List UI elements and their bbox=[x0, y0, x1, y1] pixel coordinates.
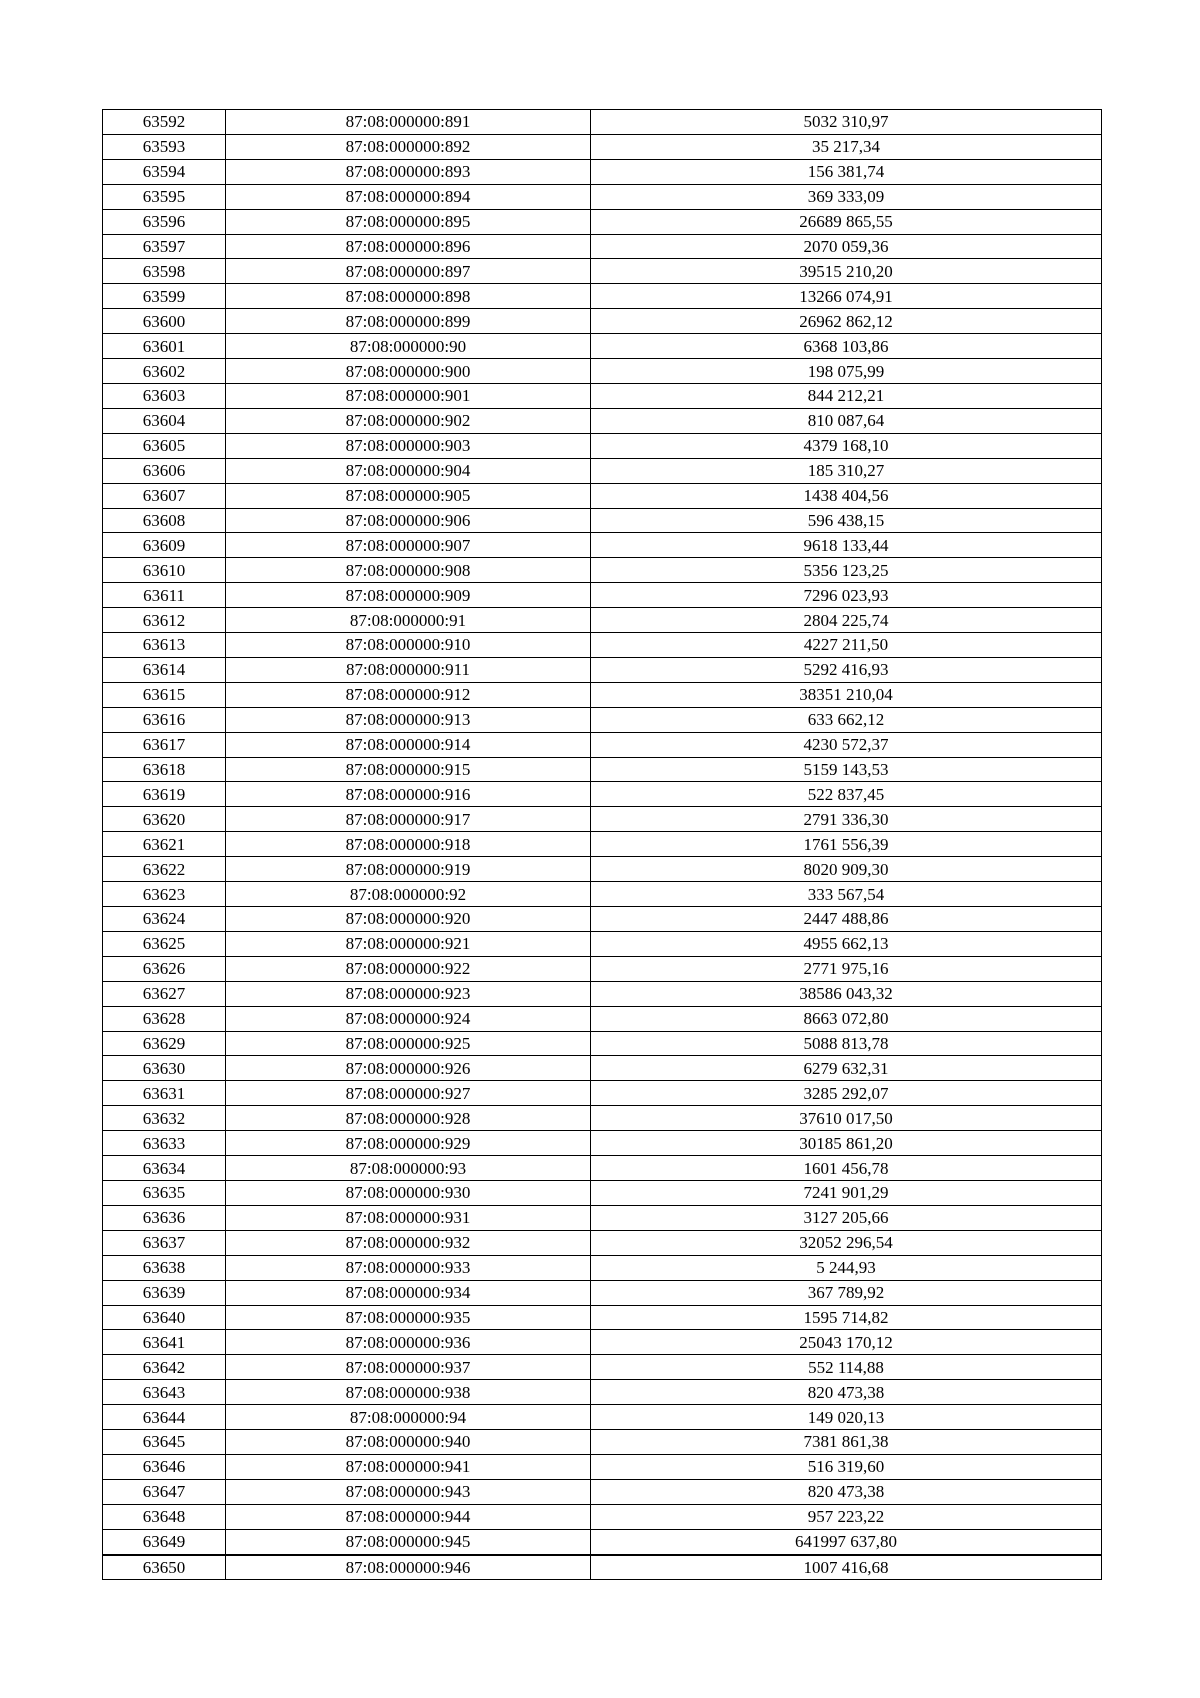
table-row bbox=[103, 583, 1102, 608]
table-row bbox=[103, 1031, 1102, 1056]
table-row bbox=[103, 1355, 1102, 1380]
row-number-cell: 63648 bbox=[103, 1504, 226, 1529]
cadastral-number-cell: 87:08:000000:910 bbox=[226, 633, 591, 658]
cadastral-value-cell: 26689 865,55 bbox=[591, 209, 1102, 234]
cadastral-number-cell: 87:08:000000:901 bbox=[226, 383, 591, 408]
cadastral-number-cell: 87:08:000000:895 bbox=[226, 209, 591, 234]
table-row bbox=[103, 110, 1102, 135]
table-row bbox=[103, 1106, 1102, 1131]
row-number-cell: 63650 bbox=[103, 1555, 226, 1580]
cadastral-number-cell: 87:08:000000:906 bbox=[226, 508, 591, 533]
row-number-cell: 63593 bbox=[103, 134, 226, 159]
cadastral-number-cell: 87:08:000000:900 bbox=[226, 359, 591, 384]
cadastral-value-cell: 6368 103,86 bbox=[591, 334, 1102, 359]
row-number-cell: 63623 bbox=[103, 882, 226, 907]
row-number-cell: 63622 bbox=[103, 857, 226, 882]
row-number-cell: 63604 bbox=[103, 408, 226, 433]
cadastral-number-cell: 87:08:000000:934 bbox=[226, 1280, 591, 1305]
cadastral-value-cell: 5292 416,93 bbox=[591, 657, 1102, 682]
cadastral-number-cell: 87:08:000000:912 bbox=[226, 682, 591, 707]
row-number-cell: 63643 bbox=[103, 1380, 226, 1405]
cadastral-value-cell: 4955 662,13 bbox=[591, 931, 1102, 956]
cadastral-value-cell: 38586 043,32 bbox=[591, 981, 1102, 1006]
cadastral-number-cell: 87:08:000000:92 bbox=[226, 882, 591, 907]
cadastral-number-cell: 87:08:000000:908 bbox=[226, 558, 591, 583]
cadastral-value-cell: 333 567,54 bbox=[591, 882, 1102, 907]
cadastral-number-cell: 87:08:000000:937 bbox=[226, 1355, 591, 1380]
table-row bbox=[103, 259, 1102, 284]
cadastral-value-cell: 522 837,45 bbox=[591, 782, 1102, 807]
cadastral-number-cell: 87:08:000000:898 bbox=[226, 284, 591, 309]
cadastral-number-cell: 87:08:000000:941 bbox=[226, 1454, 591, 1479]
cadastral-number-cell: 87:08:000000:928 bbox=[226, 1106, 591, 1131]
table-row bbox=[103, 533, 1102, 558]
row-number-cell: 63637 bbox=[103, 1230, 226, 1255]
row-number-cell: 63638 bbox=[103, 1255, 226, 1280]
row-number-cell: 63628 bbox=[103, 1006, 226, 1031]
cadastral-value-cell: 5032 310,97 bbox=[591, 110, 1102, 135]
table-row bbox=[103, 1454, 1102, 1479]
cadastral-number-cell: 87:08:000000:896 bbox=[226, 234, 591, 259]
row-number-cell: 63606 bbox=[103, 458, 226, 483]
cadastral-number-cell: 87:08:000000:920 bbox=[226, 907, 591, 932]
table-row bbox=[103, 857, 1102, 882]
table-row bbox=[103, 309, 1102, 334]
cadastral-number-cell: 87:08:000000:892 bbox=[226, 134, 591, 159]
cadastral-number-cell: 87:08:000000:91 bbox=[226, 608, 591, 633]
row-number-cell: 63600 bbox=[103, 309, 226, 334]
table-row bbox=[103, 931, 1102, 956]
cadastral-number-cell: 87:08:000000:897 bbox=[226, 259, 591, 284]
row-number-cell: 63607 bbox=[103, 483, 226, 508]
table-row bbox=[103, 981, 1102, 1006]
cadastral-value-cell: 4230 572,37 bbox=[591, 732, 1102, 757]
cadastral-value-cell: 25043 170,12 bbox=[591, 1330, 1102, 1355]
table-row bbox=[103, 707, 1102, 732]
table-row bbox=[103, 1430, 1102, 1455]
cadastral-number-cell: 87:08:000000:915 bbox=[226, 757, 591, 782]
cadastral-value-cell: 13266 074,91 bbox=[591, 284, 1102, 309]
table-row bbox=[103, 433, 1102, 458]
cadastral-number-cell: 87:08:000000:924 bbox=[226, 1006, 591, 1031]
cadastral-value-cell: 198 075,99 bbox=[591, 359, 1102, 384]
cadastral-number-cell: 87:08:000000:894 bbox=[226, 184, 591, 209]
table-body bbox=[103, 110, 1102, 1580]
cadastral-value-cell: 149 020,13 bbox=[591, 1405, 1102, 1430]
cadastral-number-cell: 87:08:000000:907 bbox=[226, 533, 591, 558]
table-row bbox=[103, 1380, 1102, 1405]
table-row bbox=[103, 184, 1102, 209]
cadastral-value-cell: 1601 456,78 bbox=[591, 1156, 1102, 1181]
table-row bbox=[103, 1255, 1102, 1280]
table-row bbox=[103, 657, 1102, 682]
table-row bbox=[103, 483, 1102, 508]
cadastral-number-cell: 87:08:000000:921 bbox=[226, 931, 591, 956]
cadastral-value-cell: 38351 210,04 bbox=[591, 682, 1102, 707]
cadastral-number-cell: 87:08:000000:904 bbox=[226, 458, 591, 483]
cadastral-value-cell: 30185 861,20 bbox=[591, 1131, 1102, 1156]
table-row bbox=[103, 134, 1102, 159]
row-number-cell: 63609 bbox=[103, 533, 226, 558]
row-number-cell: 63601 bbox=[103, 334, 226, 359]
cadastral-value-cell: 1438 404,56 bbox=[591, 483, 1102, 508]
cadastral-value-cell: 820 473,38 bbox=[591, 1380, 1102, 1405]
cadastral-number-cell: 87:08:000000:917 bbox=[226, 807, 591, 832]
row-number-cell: 63626 bbox=[103, 956, 226, 981]
table-row bbox=[103, 1180, 1102, 1205]
cadastral-number-cell: 87:08:000000:891 bbox=[226, 110, 591, 135]
cadastral-number-cell: 87:08:000000:903 bbox=[226, 433, 591, 458]
row-number-cell: 63614 bbox=[103, 657, 226, 682]
cadastral-value-cell: 39515 210,20 bbox=[591, 259, 1102, 284]
table-row bbox=[103, 682, 1102, 707]
row-number-cell: 63642 bbox=[103, 1355, 226, 1380]
cadastral-number-cell: 87:08:000000:893 bbox=[226, 159, 591, 184]
cadastral-value-table bbox=[102, 109, 1102, 1580]
cadastral-value-cell: 596 438,15 bbox=[591, 508, 1102, 533]
cadastral-number-cell: 87:08:000000:931 bbox=[226, 1205, 591, 1230]
cadastral-number-cell: 87:08:000000:899 bbox=[226, 309, 591, 334]
row-number-cell: 63624 bbox=[103, 907, 226, 932]
row-number-cell: 63608 bbox=[103, 508, 226, 533]
cadastral-value-cell: 820 473,38 bbox=[591, 1479, 1102, 1504]
table-row bbox=[103, 608, 1102, 633]
cadastral-number-cell: 87:08:000000:938 bbox=[226, 1380, 591, 1405]
row-number-cell: 63594 bbox=[103, 159, 226, 184]
row-number-cell: 63647 bbox=[103, 1479, 226, 1504]
table-row bbox=[103, 1330, 1102, 1355]
row-number-cell: 63619 bbox=[103, 782, 226, 807]
table-row bbox=[103, 1479, 1102, 1504]
cadastral-number-cell: 87:08:000000:929 bbox=[226, 1131, 591, 1156]
table-row bbox=[103, 558, 1102, 583]
cadastral-number-cell: 87:08:000000:943 bbox=[226, 1479, 591, 1504]
table-row bbox=[103, 1156, 1102, 1181]
table-row bbox=[103, 458, 1102, 483]
row-number-cell: 63631 bbox=[103, 1081, 226, 1106]
cadastral-number-cell: 87:08:000000:94 bbox=[226, 1405, 591, 1430]
cadastral-number-cell: 87:08:000000:946 bbox=[226, 1555, 591, 1580]
cadastral-value-cell: 3285 292,07 bbox=[591, 1081, 1102, 1106]
row-number-cell: 63632 bbox=[103, 1106, 226, 1131]
row-number-cell: 63598 bbox=[103, 259, 226, 284]
row-number-cell: 63625 bbox=[103, 931, 226, 956]
cadastral-value-cell: 957 223,22 bbox=[591, 1504, 1102, 1529]
cadastral-value-cell: 9618 133,44 bbox=[591, 533, 1102, 558]
cadastral-number-cell: 87:08:000000:90 bbox=[226, 334, 591, 359]
cadastral-value-cell: 32052 296,54 bbox=[591, 1230, 1102, 1255]
table-row bbox=[103, 508, 1102, 533]
cadastral-number-cell: 87:08:000000:916 bbox=[226, 782, 591, 807]
row-number-cell: 63616 bbox=[103, 707, 226, 732]
table-row bbox=[103, 1555, 1102, 1580]
table-row bbox=[103, 1529, 1102, 1554]
cadastral-value-cell: 367 789,92 bbox=[591, 1280, 1102, 1305]
row-number-cell: 63596 bbox=[103, 209, 226, 234]
row-number-cell: 63603 bbox=[103, 383, 226, 408]
table-row bbox=[103, 1056, 1102, 1081]
cadastral-value-cell: 369 333,09 bbox=[591, 184, 1102, 209]
row-number-cell: 63612 bbox=[103, 608, 226, 633]
row-number-cell: 63629 bbox=[103, 1031, 226, 1056]
table-row bbox=[103, 1205, 1102, 1230]
row-number-cell: 63621 bbox=[103, 832, 226, 857]
table-row bbox=[103, 334, 1102, 359]
cadastral-value-cell: 5159 143,53 bbox=[591, 757, 1102, 782]
cadastral-value-cell: 516 319,60 bbox=[591, 1454, 1102, 1479]
cadastral-value-cell: 5 244,93 bbox=[591, 1255, 1102, 1280]
cadastral-value-cell: 633 662,12 bbox=[591, 707, 1102, 732]
cadastral-number-cell: 87:08:000000:911 bbox=[226, 657, 591, 682]
cadastral-value-cell: 156 381,74 bbox=[591, 159, 1102, 184]
row-number-cell: 63634 bbox=[103, 1156, 226, 1181]
table-row bbox=[103, 907, 1102, 932]
cadastral-number-cell: 87:08:000000:932 bbox=[226, 1230, 591, 1255]
cadastral-value-cell: 26962 862,12 bbox=[591, 309, 1102, 334]
table-row bbox=[103, 1405, 1102, 1430]
table-row bbox=[103, 956, 1102, 981]
table-row bbox=[103, 782, 1102, 807]
cadastral-number-cell: 87:08:000000:918 bbox=[226, 832, 591, 857]
table-row bbox=[103, 882, 1102, 907]
row-number-cell: 63610 bbox=[103, 558, 226, 583]
cadastral-number-cell: 87:08:000000:902 bbox=[226, 408, 591, 433]
cadastral-number-cell: 87:08:000000:926 bbox=[226, 1056, 591, 1081]
cadastral-value-cell: 1595 714,82 bbox=[591, 1305, 1102, 1330]
cadastral-value-cell: 7241 901,29 bbox=[591, 1180, 1102, 1205]
table-row bbox=[103, 1081, 1102, 1106]
cadastral-value-cell: 2791 336,30 bbox=[591, 807, 1102, 832]
table-row bbox=[103, 408, 1102, 433]
cadastral-value-cell: 641997 637,80 bbox=[591, 1529, 1102, 1554]
cadastral-number-cell: 87:08:000000:935 bbox=[226, 1305, 591, 1330]
cadastral-number-cell: 87:08:000000:913 bbox=[226, 707, 591, 732]
cadastral-value-cell: 844 212,21 bbox=[591, 383, 1102, 408]
row-number-cell: 63627 bbox=[103, 981, 226, 1006]
cadastral-number-cell: 87:08:000000:930 bbox=[226, 1180, 591, 1205]
row-number-cell: 63640 bbox=[103, 1305, 226, 1330]
table-row bbox=[103, 359, 1102, 384]
cadastral-value-cell: 2447 488,86 bbox=[591, 907, 1102, 932]
row-number-cell: 63645 bbox=[103, 1430, 226, 1455]
table-row bbox=[103, 1230, 1102, 1255]
table-row bbox=[103, 159, 1102, 184]
cadastral-value-cell: 6279 632,31 bbox=[591, 1056, 1102, 1081]
row-number-cell: 63641 bbox=[103, 1330, 226, 1355]
cadastral-number-cell: 87:08:000000:944 bbox=[226, 1504, 591, 1529]
cadastral-number-cell: 87:08:000000:905 bbox=[226, 483, 591, 508]
cadastral-value-cell: 2070 059,36 bbox=[591, 234, 1102, 259]
cadastral-value-cell: 8020 909,30 bbox=[591, 857, 1102, 882]
row-number-cell: 63633 bbox=[103, 1131, 226, 1156]
row-number-cell: 63639 bbox=[103, 1280, 226, 1305]
cadastral-number-cell: 87:08:000000:914 bbox=[226, 732, 591, 757]
cadastral-value-cell: 2771 975,16 bbox=[591, 956, 1102, 981]
cadastral-number-cell: 87:08:000000:923 bbox=[226, 981, 591, 1006]
cadastral-number-cell: 87:08:000000:925 bbox=[226, 1031, 591, 1056]
cadastral-value-cell: 37610 017,50 bbox=[591, 1106, 1102, 1131]
cadastral-number-cell: 87:08:000000:933 bbox=[226, 1255, 591, 1280]
cadastral-value-cell: 8663 072,80 bbox=[591, 1006, 1102, 1031]
cadastral-value-cell: 5088 813,78 bbox=[591, 1031, 1102, 1056]
cadastral-value-cell: 2804 225,74 bbox=[591, 608, 1102, 633]
table-row bbox=[103, 383, 1102, 408]
table-row bbox=[103, 1305, 1102, 1330]
cadastral-number-cell: 87:08:000000:936 bbox=[226, 1330, 591, 1355]
cadastral-value-cell: 1007 416,68 bbox=[591, 1555, 1102, 1580]
row-number-cell: 63613 bbox=[103, 633, 226, 658]
cadastral-number-cell: 87:08:000000:93 bbox=[226, 1156, 591, 1181]
cadastral-number-cell: 87:08:000000:945 bbox=[226, 1529, 591, 1554]
row-number-cell: 63595 bbox=[103, 184, 226, 209]
table-row bbox=[103, 1504, 1102, 1529]
table-row bbox=[103, 1131, 1102, 1156]
row-number-cell: 63617 bbox=[103, 732, 226, 757]
cadastral-value-cell: 4227 211,50 bbox=[591, 633, 1102, 658]
cadastral-value-cell: 4379 168,10 bbox=[591, 433, 1102, 458]
table-row bbox=[103, 832, 1102, 857]
table-row bbox=[103, 1280, 1102, 1305]
table-row bbox=[103, 633, 1102, 658]
row-number-cell: 63597 bbox=[103, 234, 226, 259]
table-row bbox=[103, 284, 1102, 309]
table-row bbox=[103, 757, 1102, 782]
row-number-cell: 63646 bbox=[103, 1454, 226, 1479]
row-number-cell: 63635 bbox=[103, 1180, 226, 1205]
row-number-cell: 63618 bbox=[103, 757, 226, 782]
cadastral-number-cell: 87:08:000000:940 bbox=[226, 1430, 591, 1455]
row-number-cell: 63644 bbox=[103, 1405, 226, 1430]
row-number-cell: 63592 bbox=[103, 110, 226, 135]
cadastral-value-cell: 7296 023,93 bbox=[591, 583, 1102, 608]
cadastral-value-cell: 3127 205,66 bbox=[591, 1205, 1102, 1230]
row-number-cell: 63630 bbox=[103, 1056, 226, 1081]
table-row bbox=[103, 234, 1102, 259]
cadastral-value-cell: 810 087,64 bbox=[591, 408, 1102, 433]
table-row bbox=[103, 1006, 1102, 1031]
cadastral-value-cell: 185 310,27 bbox=[591, 458, 1102, 483]
cadastral-value-cell: 5356 123,25 bbox=[591, 558, 1102, 583]
row-number-cell: 63636 bbox=[103, 1205, 226, 1230]
cadastral-number-cell: 87:08:000000:927 bbox=[226, 1081, 591, 1106]
row-number-cell: 63599 bbox=[103, 284, 226, 309]
row-number-cell: 63602 bbox=[103, 359, 226, 384]
row-number-cell: 63649 bbox=[103, 1529, 226, 1554]
cadastral-value-cell: 35 217,34 bbox=[591, 134, 1102, 159]
row-number-cell: 63611 bbox=[103, 583, 226, 608]
row-number-cell: 63620 bbox=[103, 807, 226, 832]
cadastral-number-cell: 87:08:000000:919 bbox=[226, 857, 591, 882]
cadastral-value-cell: 1761 556,39 bbox=[591, 832, 1102, 857]
row-number-cell: 63615 bbox=[103, 682, 226, 707]
cadastral-value-cell: 7381 861,38 bbox=[591, 1430, 1102, 1455]
cadastral-value-cell: 552 114,88 bbox=[591, 1355, 1102, 1380]
cadastral-number-cell: 87:08:000000:922 bbox=[226, 956, 591, 981]
table-row bbox=[103, 807, 1102, 832]
table-row bbox=[103, 209, 1102, 234]
cadastral-number-cell: 87:08:000000:909 bbox=[226, 583, 591, 608]
row-number-cell: 63605 bbox=[103, 433, 226, 458]
table-row bbox=[103, 732, 1102, 757]
